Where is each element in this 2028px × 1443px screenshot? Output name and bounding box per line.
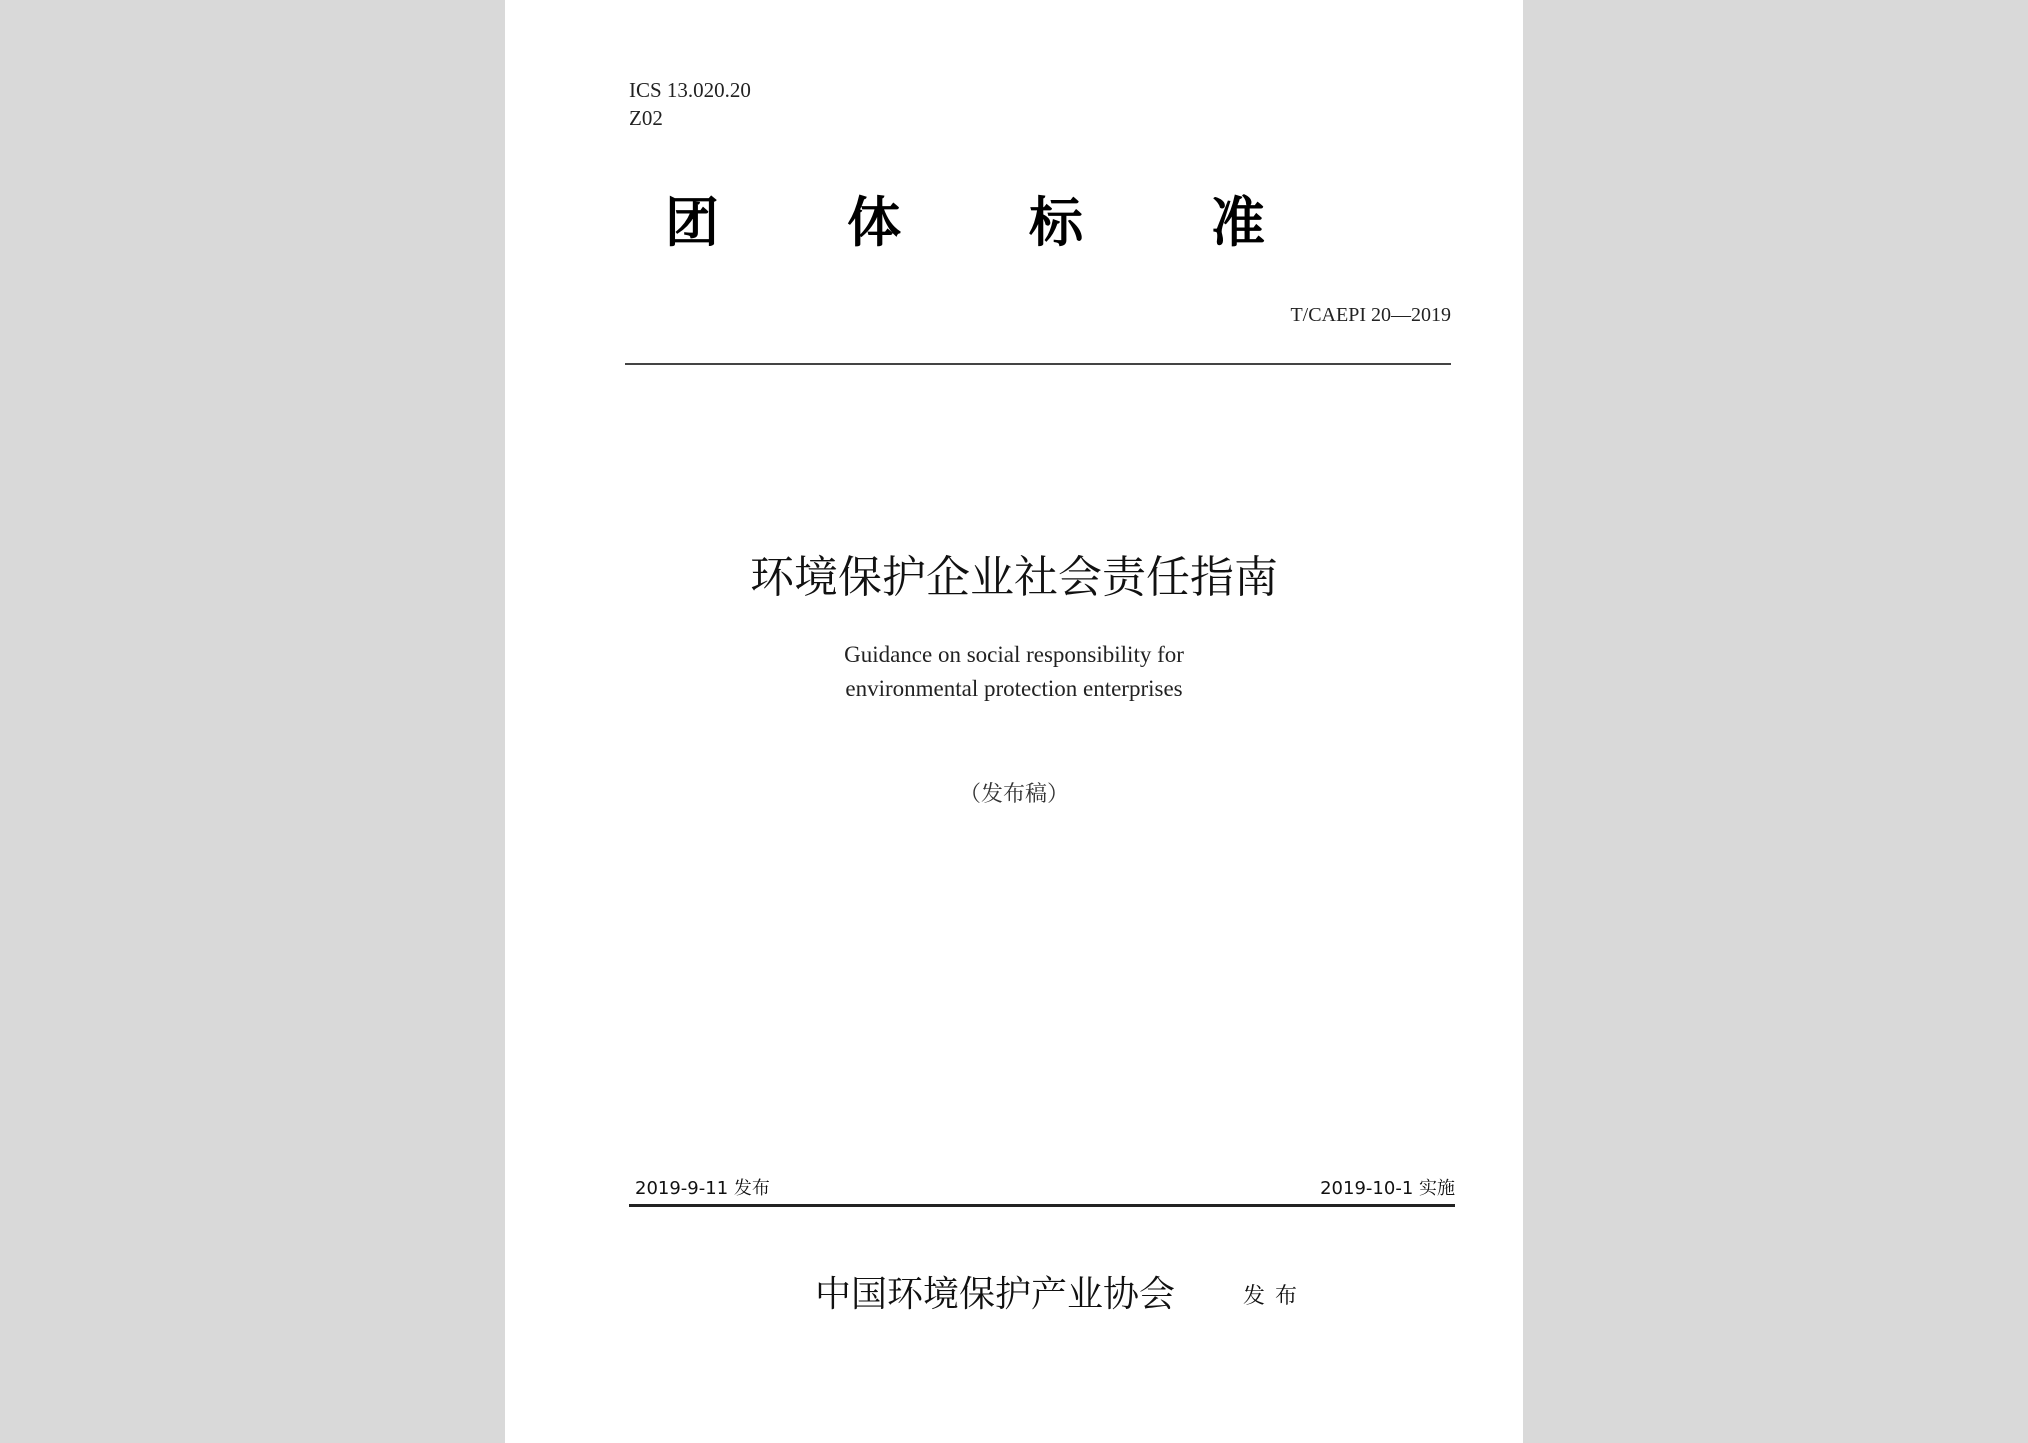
standard-type-char: 标	[1029, 191, 1083, 254]
standard-type-char: 团	[665, 191, 719, 254]
title-english-line: Guidance on social responsibility for	[844, 642, 1184, 667]
issue-label: 发布	[1243, 1284, 1308, 1309]
ccs-code: Z02	[629, 106, 663, 130]
draft-status: （发布稿）	[958, 782, 1069, 807]
classification-codes	[629, 76, 751, 132]
standard-number: T/CAEPI 20—2019	[1290, 304, 1451, 326]
standard-type-char: 准	[1211, 191, 1265, 254]
ics-code: ICS 13.020.20	[629, 78, 751, 102]
bottom-divider	[629, 1204, 1455, 1207]
standard-type-heading	[665, 188, 1265, 258]
issuing-organization: 中国环境保护产业协会	[815, 1274, 1176, 1315]
standard-type-char: 体	[847, 191, 901, 254]
implement-date: 2019-10-1 实施	[1320, 1178, 1455, 1199]
publish-date: 2019-9-11 发布	[635, 1178, 770, 1199]
title-english	[505, 638, 1523, 706]
document-page	[505, 0, 1523, 1443]
title-english-line: environmental protection enterprises	[845, 676, 1183, 701]
top-divider	[625, 363, 1451, 365]
title-chinese: 环境保护企业社会责任指南	[750, 552, 1278, 603]
